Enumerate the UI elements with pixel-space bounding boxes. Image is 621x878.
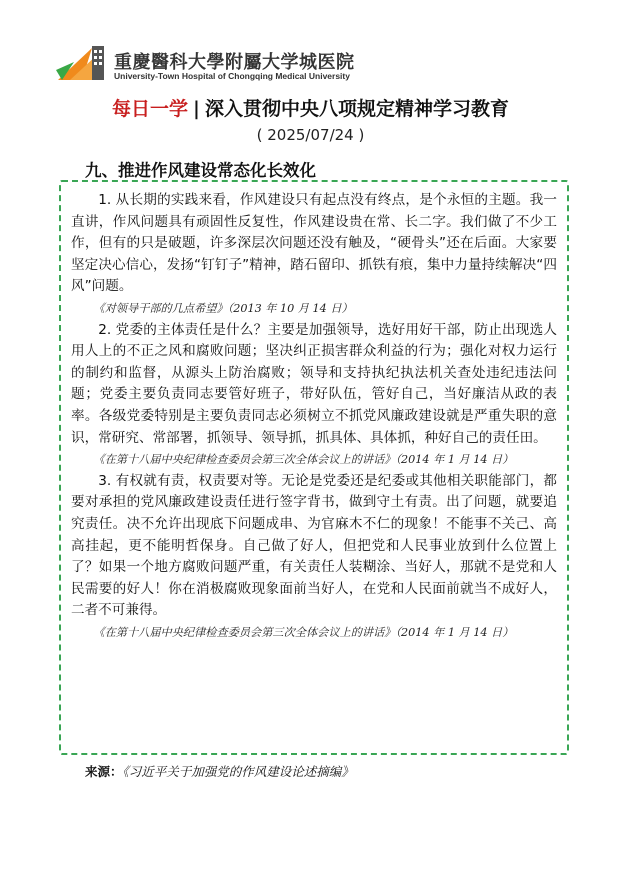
hospital-logo-icon bbox=[54, 40, 110, 84]
citation-1: 《对领导干部的几点希望》（2013 年 10 月 14 日） bbox=[93, 301, 353, 315]
citation-2: 《在第十八届中央纪律检查委员会第三次全体会议上的讲话》（2014 年 1 月 14 日） bbox=[93, 453, 514, 467]
hospital-name-cn: 重慶醫科大學附屬大学城医院 bbox=[114, 52, 355, 73]
title-separator: | bbox=[193, 98, 200, 120]
title-tag: 每日一学 bbox=[112, 98, 189, 120]
date-label: ( 2025/07/24 ) bbox=[256, 126, 365, 144]
section-heading: 九、推进作风建设常态化长效化 bbox=[85, 161, 316, 180]
quote-box bbox=[59, 180, 569, 755]
hospital-name-en: University-Town Hospital of Chongqing Medical University bbox=[114, 71, 350, 81]
quote-paragraph-2: 2. 党委的主体责任是什么？主要是加强领导，选好用好干部，防止出现选人用人上的不正之风和腐败问题；坚决纠正损害群众利益的行为；强化对权力运行的制约和监督，从源头上防治腐败；领导和支持执纪执法机关查处违纪违法问题；党委主要负责同志要管好班子，带好队伍，管好自己，当好廉洁从政的表率。各级党委特别是主要负责同志必须树立不抓党风廉政建设就是严重失职的意识，常研究、常部署，抓领导、领导抓，抓具体、具体抓，种好自己的责任田。 bbox=[71, 321, 557, 446]
quote-paragraph-1: 1. 从长期的实践来看，作风建设只有起点没有终点，是个永恒的主题。我一直讲，作风问题具有顽固性反复性，作风建设贵在常、长二字。我们做了不少工作，但有的只是破题，许多深层次问题还没有触及，“硬骨头”还在后面。大家要坚定决心信心，发扬“钉钉子”精神，踏石留印、抓铁有痕，集中力量持续解决“四风”问题。 bbox=[71, 192, 557, 295]
citation-3: 《在第十八届中央纪律检查委员会第三次全体会议上的讲话》（2014 年 1 月 14 日） bbox=[93, 625, 514, 639]
source-line bbox=[85, 762, 354, 780]
quote-paragraph-3: 3. 有权就有责，权责要对等。无论是党委还是纪委或其他相关职能部门，都要对承担的党风廉政建设责任进行签字背书，做到守土有责。出了问题，就要追究责任。决不允许出现底下问题成串、为官麻木不仁的现象！不能事不关己、高高挂起，更不能明哲保身。自己做了好人，但把党和人民事业放到什么位置上了？如果一个地方腐败问题严重，有关责任人装糊涂、当好人，那就不是党和人民需要的好人！你在消极腐败现象面前当好人，在党和人民面前就当不成好人，二者不可兼得。 bbox=[71, 472, 557, 619]
title-text: 深入贯彻中央八项规定精神学习教育 bbox=[204, 98, 509, 120]
source-value: 《习近平关于加强党的作风建设论述摘编》 bbox=[122, 764, 354, 779]
source-label: 来源： bbox=[85, 764, 123, 779]
page-title bbox=[0, 94, 621, 121]
